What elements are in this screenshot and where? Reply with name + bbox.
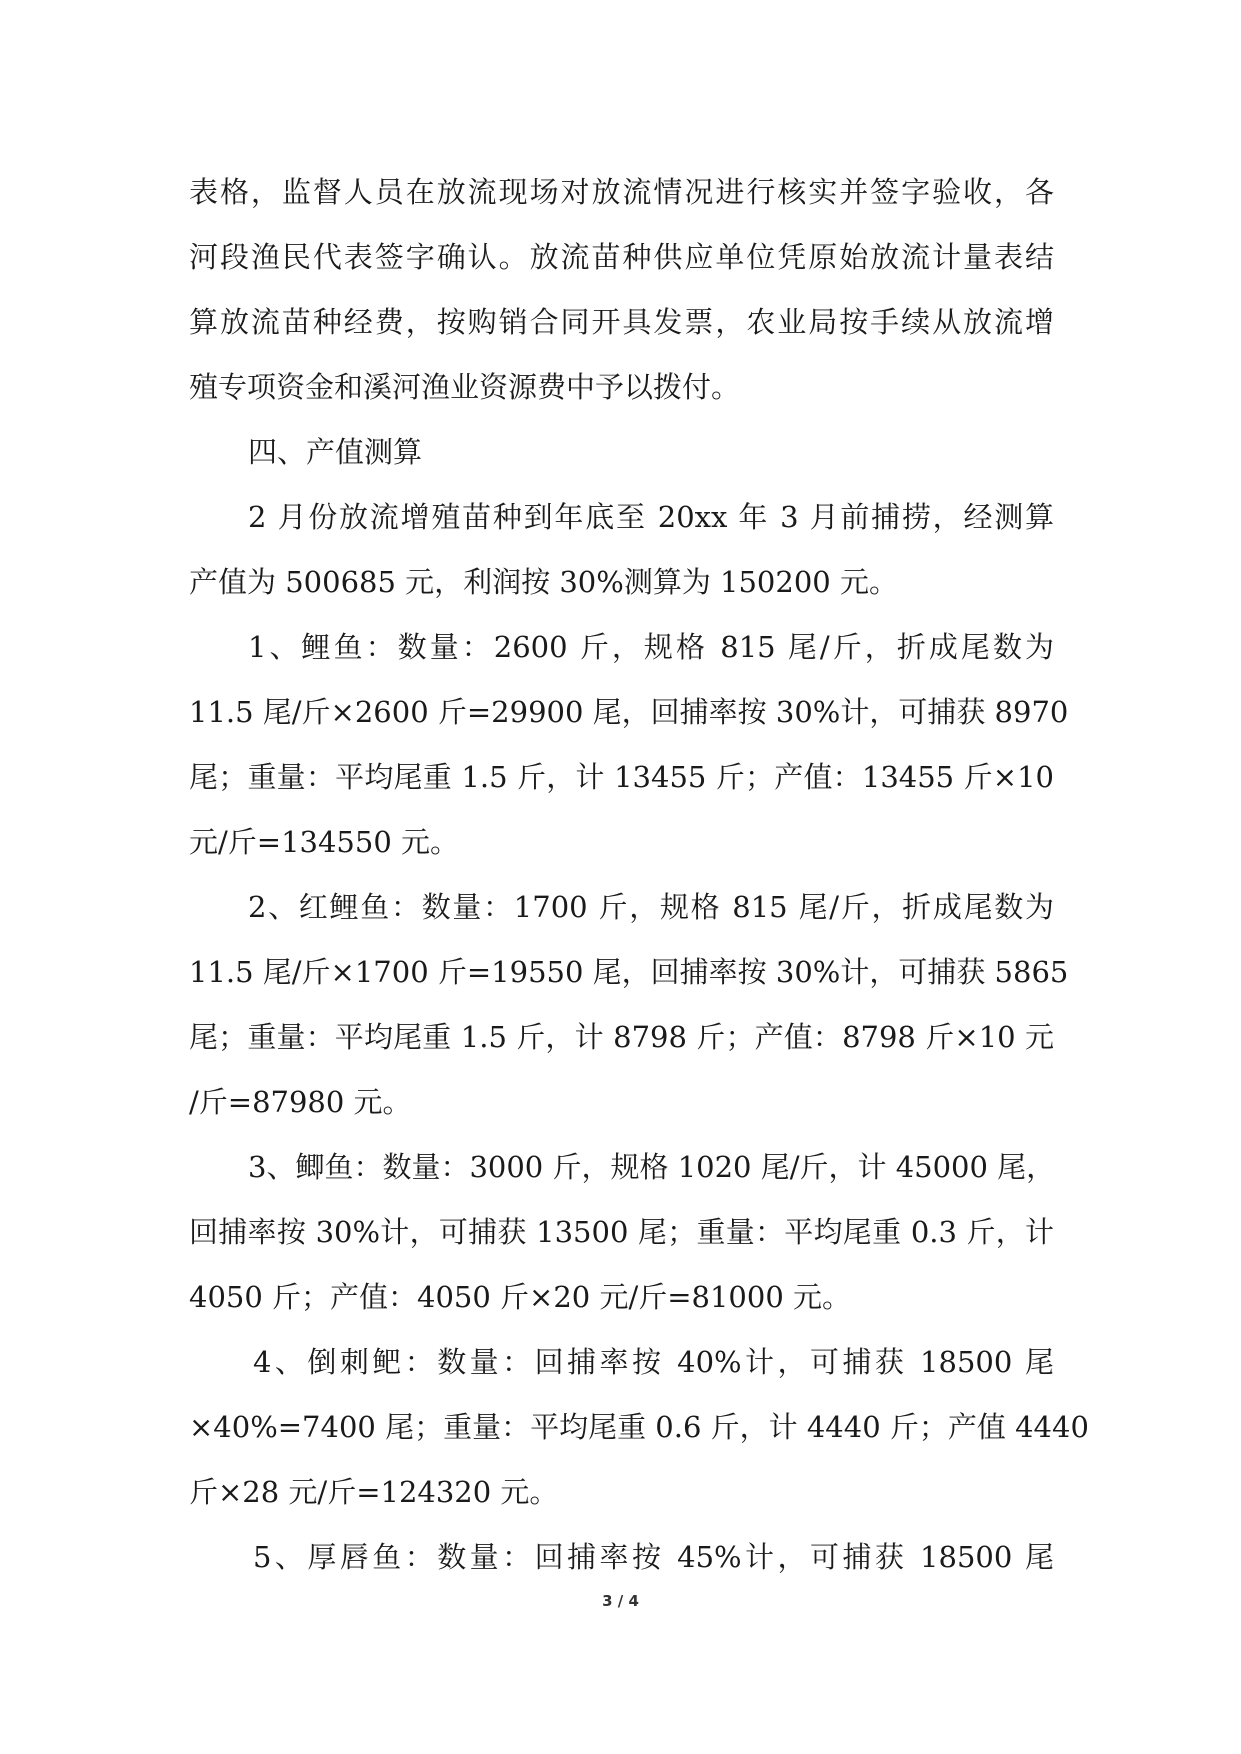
text-line: 5、厚唇鱼：数量：回捕率按 45%计，可捕获 18500 尾 — [253, 1540, 1054, 1574]
text-line: 元/斤=134550 元。 — [189, 825, 459, 859]
text-line: 河段渔民代表签字确认。放流苗种供应单位凭原始放流计量表结 — [189, 240, 1054, 274]
text-line: 1、鲤鱼：数量：2600 斤，规格 815 尾/斤，折成尾数为 — [248, 630, 1054, 664]
text-line: 4050 斤；产值：4050 斤×20 元/斤=81000 元。 — [189, 1280, 852, 1314]
page-number: 3 / 4 — [602, 1592, 639, 1610]
text-line: 11.5 尾/斤×2600 斤=29900 尾，回捕率按 30%计，可捕获 8970 — [189, 695, 1069, 729]
text-line: 2 月份放流增殖苗种到年底至 20xx 年 3 月前捕捞，经测算 — [248, 500, 1054, 534]
text-line: 3、鲫鱼：数量：3000 斤，规格 1020 尾/斤，计 45000 尾， — [248, 1150, 1056, 1184]
text-line: 四、产值测算 — [248, 435, 423, 469]
text-line: 殖专项资金和溪河渔业资源费中予以拨付。 — [189, 370, 741, 404]
text-line: 回捕率按 30%计，可捕获 13500 尾；重量：平均尾重 0.3 斤，计 — [189, 1215, 1054, 1249]
text-line: 尾；重量：平均尾重 1.5 斤，计 13455 斤；产值：13455 斤×10 — [189, 760, 1054, 794]
text-line: ×40%=7400 尾；重量：平均尾重 0.6 斤，计 4440 斤；产值 4440 — [189, 1410, 1089, 1444]
text-line: 产值为 500685 元，利润按 30%测算为 150200 元。 — [189, 565, 898, 599]
text-line: 算放流苗种经费，按购销合同开具发票，农业局按手续从放流增 — [189, 305, 1054, 339]
text-line: 表格，监督人员在放流现场对放流情况进行核实并签字验收，各 — [189, 175, 1054, 209]
text-line: 4、倒刺鲃：数量：回捕率按 40%计，可捕获 18500 尾 — [253, 1345, 1054, 1379]
text-line: 斤×28 元/斤=124320 元。 — [189, 1475, 559, 1509]
text-line: /斤=87980 元。 — [189, 1085, 412, 1119]
document-body — [189, 160, 1089, 1590]
text-line: 11.5 尾/斤×1700 斤=19550 尾，回捕率按 30%计，可捕获 5865 — [189, 955, 1069, 989]
text-line: 尾；重量：平均尾重 1.5 斤，计 8798 斤；产值：8798 斤×10 元 — [189, 1020, 1054, 1054]
text-line: 2、红鲤鱼：数量：1700 斤，规格 815 尾/斤，折成尾数为 — [248, 890, 1054, 924]
